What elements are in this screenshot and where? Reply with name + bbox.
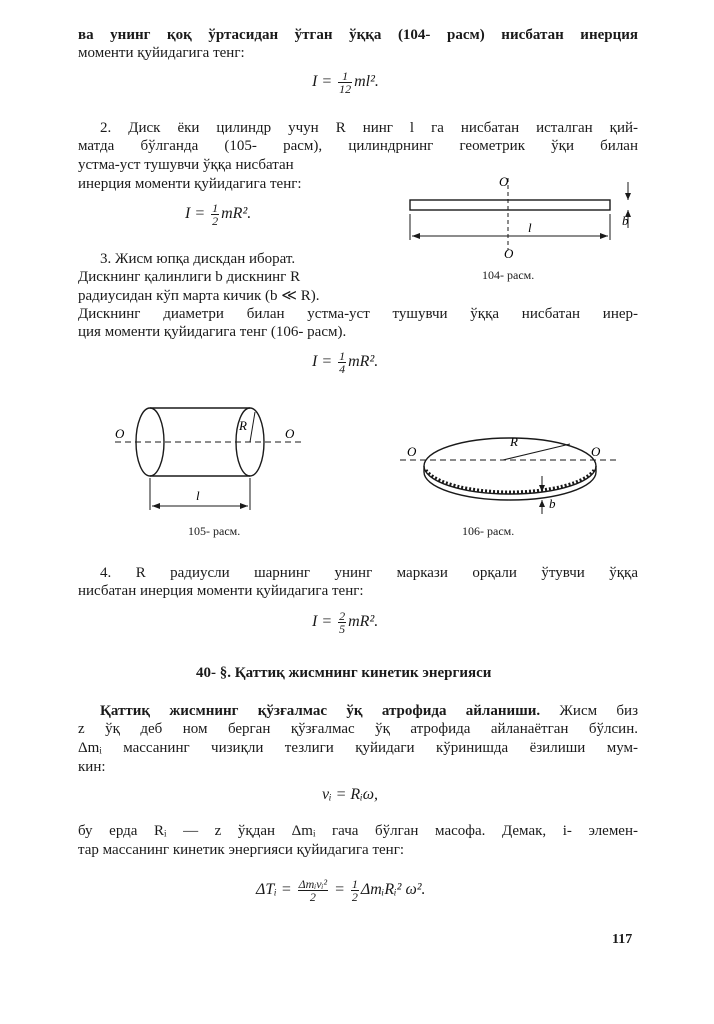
paragraph-lead: Қаттиқ жисмнинг қўзғалмас ўқ атрофида айланиши.: [100, 703, 541, 719]
formula-rod-inertia: [312, 70, 379, 95]
numerator: 1: [212, 201, 219, 215]
fraction: [351, 878, 359, 903]
text-line: 3. Жисм юпқа дискдан иборат.: [100, 251, 296, 267]
formula-part: I =: [185, 205, 206, 223]
axis-label-bottom: O: [504, 246, 514, 260]
text-line: нисбатан инерция моменти қуйидагига тенг:: [78, 583, 364, 599]
numerator: 1: [338, 70, 352, 83]
fraction: [338, 70, 352, 95]
axis-label-left: O: [115, 426, 125, 441]
figure-106-disk: [395, 410, 625, 520]
denominator: 2: [212, 214, 219, 228]
formula-part: ml².: [354, 73, 379, 91]
radius-label: R: [239, 418, 247, 433]
text-line: моменти қуйидагига тенг:: [78, 45, 245, 61]
text-line: радиусидан кўп марта кичик (b ≪ R).: [78, 288, 320, 304]
text-line: 4. R радиусли шарнинг унинг маркази орқали ўтувчи ўққа: [100, 565, 638, 581]
text-line: z ўқ деб ном берган қўзғалмас ўқ атрофида айланаётган бўлсин.: [78, 721, 638, 737]
section-heading: 40- §. Қаттиқ жисмнинг кинетик энергияси: [196, 665, 492, 681]
denominator: 2: [309, 890, 316, 904]
figure-104-rod: [400, 170, 640, 260]
figure-105-caption: 105- расм.: [188, 524, 241, 538]
formula-linear-velocity: vᵢ = Rᵢω,: [322, 786, 379, 803]
text-line: кин:: [78, 759, 106, 775]
axis-label-top: O: [499, 174, 509, 189]
arrow-head: [240, 503, 248, 509]
formula-part: mR².: [348, 613, 379, 631]
numerator: 2: [339, 609, 346, 623]
thickness-label: b: [622, 213, 629, 228]
figure-105-cylinder: [105, 400, 315, 520]
text-line: Дискнинг диаметри билан устма-уст тушувчи ўққа нисбатан инер-: [78, 306, 638, 322]
numerator: Δmᵢvᵢ²: [298, 877, 328, 891]
fraction: [338, 350, 346, 375]
text-line: бу ерда Rᵢ — z ўқдан Δmᵢ гача бўлган масофа. Демак, i- элемен-: [78, 823, 638, 839]
denominator: 12: [339, 82, 352, 96]
formula-part: I =: [312, 353, 333, 371]
figure-106-caption: 106- расм.: [462, 524, 515, 538]
formula-part: =: [334, 881, 345, 899]
radius-label: R: [510, 434, 518, 449]
fraction: [298, 878, 328, 903]
denominator: 5: [339, 622, 346, 636]
formula-part: I =: [312, 73, 333, 91]
numerator: 1: [351, 877, 358, 891]
text-line: ция моменти қуйидагига тенг (106- расм).: [78, 324, 347, 340]
text-line: 2. Диск ёки цилиндр учун R нинг l га нисбатан исталган қий-: [100, 120, 638, 136]
thickness-label: b: [549, 496, 556, 511]
formula-part: mR².: [221, 205, 252, 223]
fraction: [338, 610, 346, 635]
length-label: l: [528, 220, 532, 235]
denominator: 4: [339, 362, 346, 376]
figure-104-caption: 104- расм.: [482, 268, 535, 282]
axis-label-right: O: [285, 426, 295, 441]
length-label: l: [196, 488, 200, 503]
axis-label-left: O: [407, 444, 417, 459]
rod-shape: [410, 200, 610, 210]
denominator: 2: [351, 890, 358, 904]
formula-cylinder-inertia: [185, 202, 251, 227]
text-line: [100, 703, 638, 720]
text-line: Дискнинг қалинлиги b дискнинг R: [78, 269, 301, 285]
text-line: тар массанинг кинетик энергияси қуйидагига тенг:: [78, 842, 405, 858]
paragraph-rest: Жисм биз: [540, 703, 638, 719]
numerator: 1: [339, 349, 346, 363]
text-line: инерция моменти қуйидагига тенг:: [78, 176, 302, 192]
fraction: [211, 202, 219, 227]
text-line: устма-уст тушувчи ўққа нисбатан: [78, 157, 294, 173]
axis-label-right: O: [591, 444, 601, 459]
page-number: 117: [612, 932, 633, 947]
text-line: Δmᵢ массанинг чизиқли тезлиги қуйидаги кўринишда ёзилиши мум-: [78, 740, 638, 756]
arrow-head: [539, 500, 545, 507]
formula-part: mR².: [348, 353, 379, 371]
text-line-start: ва унинг қоқ ўртасидан ўтган ўққа (104- расм) нисбатан инерция: [78, 27, 638, 43]
arrow-head: [625, 193, 631, 200]
arrow-head: [152, 503, 160, 509]
formula-part: I =: [312, 613, 333, 631]
formula-part: ΔmᵢRᵢ² ω².: [360, 881, 426, 899]
formula-kinetic-energy: [256, 878, 426, 903]
text-line: [78, 27, 638, 44]
arrow-head: [600, 233, 608, 239]
text-line: матда бўлганда (105- расм), цилиндрнинг геометрик ўқи билан: [78, 138, 638, 154]
formula-sphere-inertia: [312, 610, 378, 635]
formula-part: ΔTᵢ =: [256, 881, 292, 899]
formula-disk-inertia: [312, 350, 378, 375]
arrow-head: [412, 233, 420, 239]
